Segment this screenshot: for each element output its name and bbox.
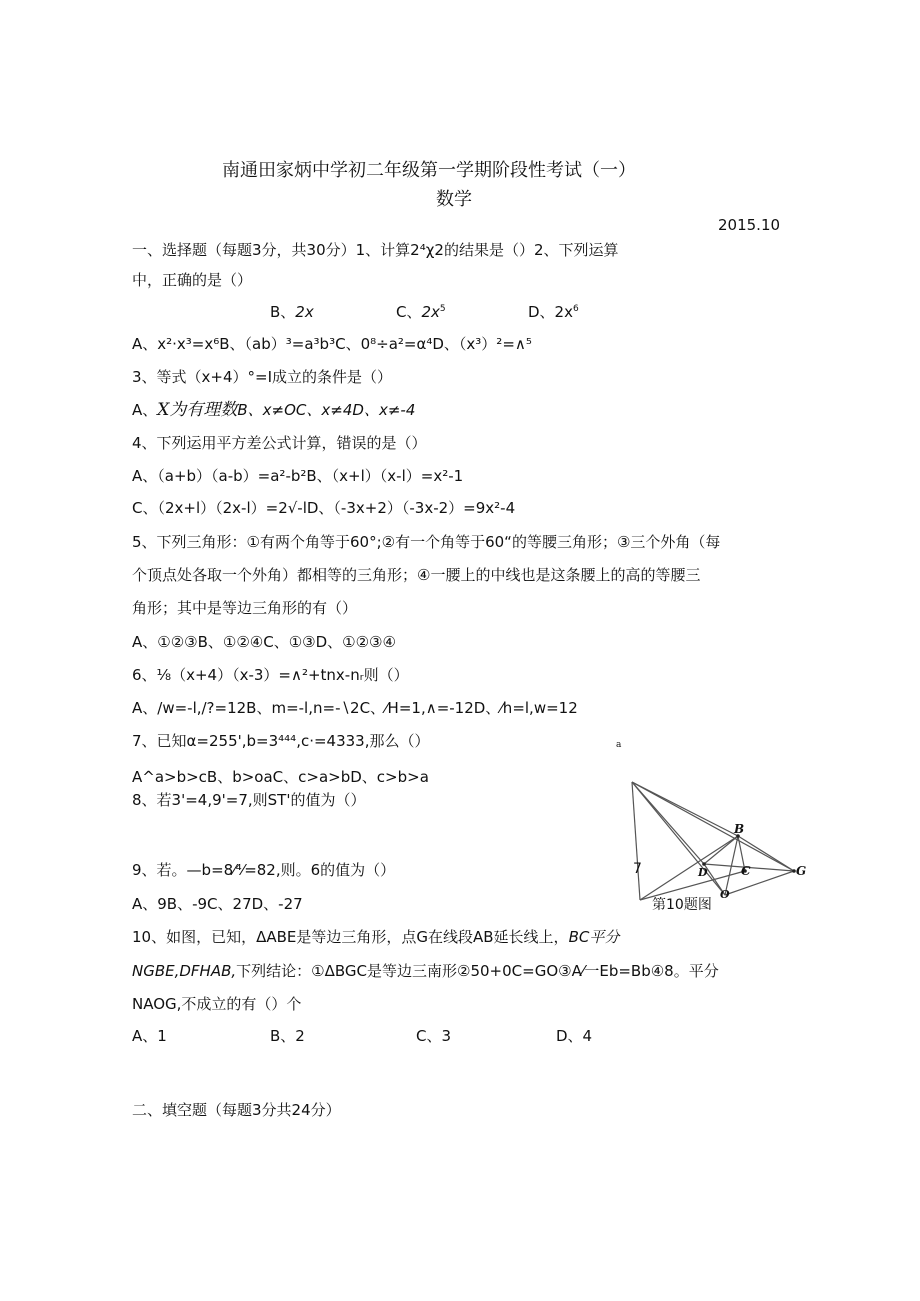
q1-option-b-value: 2x bbox=[295, 303, 314, 321]
exam-title: 南通田家炳中学初二年级第一学期阶段性考试（一） bbox=[222, 160, 636, 181]
figure-label-a: a bbox=[616, 740, 622, 750]
section2-title: 二、填空题（每题3分共24分） bbox=[132, 1101, 341, 1119]
subject-title: 数学 bbox=[436, 189, 472, 210]
q4-options-line2: C、（2x+l）（2x-l）=2√-lD、（-3x+2）（-3x-2）=9x²-4 bbox=[132, 499, 516, 517]
q7-options: A^a>b>cB、b>oaC、c>a>bD、c>b>a bbox=[132, 768, 429, 786]
q5-stem-line2: 个顶点处各取一个外角）都相等的三角形；④一腰上的中线也是这条腰上的高的等腰三 bbox=[132, 566, 701, 584]
q7-stem: 7、已知α=255',b=3⁴⁴⁴,c·=4333,那么（） bbox=[132, 732, 430, 750]
q1-option-d-exp: 6 bbox=[572, 304, 579, 314]
q3-option-d: D、x≠-4 bbox=[352, 401, 416, 419]
q1-option-d-value: D、2x bbox=[528, 303, 573, 321]
q5-stem-line1: 5、下列三角形：①有两个角等于60°;②有一个角等于60“的等腰三角形；③三个外角（每 bbox=[132, 533, 721, 551]
q2-options: A、x²·x³=x⁶B、（ab）³=a³b³C、0⁸÷a²=α⁴D、（x³）²=∧⁵ bbox=[132, 335, 532, 353]
section1-intro-line1: 一、选择题（每题3分，共30分）1、计算2⁴χ2的结果是（）2、下列运算 bbox=[132, 241, 619, 259]
q10-line2-conditions: NGBE,DFHAB, bbox=[132, 962, 237, 980]
q10-option-c: C、3 bbox=[416, 1027, 452, 1045]
q3-option-b: B、x≠OC、 bbox=[237, 401, 322, 419]
q4-stem: 4、下列运用平方差公式计算，错误的是（） bbox=[132, 434, 427, 452]
figure-label-b: B bbox=[734, 822, 745, 836]
q1-option-d bbox=[528, 302, 579, 322]
figure-label-g: G bbox=[796, 864, 807, 878]
q10-option-d: D、4 bbox=[556, 1027, 593, 1045]
q3-option-a-prefix: A、 bbox=[132, 401, 158, 419]
q1-option-c-label: C、 bbox=[396, 303, 422, 321]
q3-option-c: x≠4 bbox=[321, 401, 353, 419]
q9-stem: 9、若。—b=8⁄⁴⁄=82,则。6的值为（） bbox=[132, 861, 396, 879]
q6-stem: 6、⅛（x+4）（x-3）=∧²+tnx-nᵣ则（） bbox=[132, 666, 409, 684]
q8-stem: 8、若3'=4,9'=7,则ST'的值为（） bbox=[132, 791, 366, 809]
q5-options: A、①②③B、①②④C、①③D、①②③④ bbox=[132, 633, 396, 651]
figure-label-o: O bbox=[720, 888, 730, 901]
figure-line-top-g bbox=[632, 782, 794, 871]
figure-label-7: 7 bbox=[633, 861, 642, 877]
q10-option-a: A、1 bbox=[132, 1027, 167, 1045]
figure-label-d: D bbox=[698, 866, 708, 879]
q10-option-b: B、2 bbox=[270, 1027, 305, 1045]
q1-option-c-value: 2x bbox=[421, 303, 440, 321]
section1-intro-line2: 中，正确的是（） bbox=[132, 271, 253, 289]
q10-stem-line2 bbox=[132, 961, 719, 981]
figure-label-c: C bbox=[741, 864, 751, 878]
q1-option-b bbox=[270, 302, 314, 322]
figure-line-left bbox=[632, 782, 640, 900]
figure-line-top-o bbox=[632, 782, 725, 895]
q10-line2-conclusions: 下列结论：①ΔBGC是等边三南形②50+0C=GO③A⁄一Eb=Bb④8。平分 bbox=[236, 962, 719, 980]
figure-caption: 第10题图 bbox=[652, 897, 712, 913]
q3-options bbox=[132, 400, 415, 420]
q9-options: A、9B、-9C、27D、-27 bbox=[132, 895, 303, 913]
q3-option-a-text: X为有理数 bbox=[157, 400, 238, 420]
q10-figure bbox=[612, 738, 812, 918]
figure-line-o-g bbox=[725, 871, 794, 895]
q10-line1-text: 10、如图，已知，ΔABE是等边三角形，点G在线段AB延长线上， bbox=[132, 928, 569, 946]
q5-stem-line3: 角形；其中是等边三角形的有（） bbox=[132, 599, 358, 617]
q1-option-b-label: B、 bbox=[270, 303, 296, 321]
q3-stem: 3、等式（x+4）°=I成立的条件是（） bbox=[132, 368, 393, 386]
q1-option-c bbox=[396, 302, 446, 322]
q10-line1-bc: BC平分 bbox=[568, 928, 620, 946]
q4-options-line1: A、（a+b）（a-b）=a²-b²B、（x+l）（x-l）=x²-1 bbox=[132, 467, 464, 485]
q1-option-c-exp: 5 bbox=[439, 304, 446, 314]
q10-figure-drawing bbox=[612, 738, 812, 918]
q10-stem-line1 bbox=[132, 927, 619, 947]
q6-options: A、/w=-l,/?=12B、m=-l,n=-∖2C、⁄H=1,∧=-12D、⁄h=l,w=12 bbox=[132, 699, 578, 717]
exam-date: 2015.10 bbox=[718, 216, 781, 234]
q10-stem-line3: NAOG,不成立的有（）个 bbox=[132, 995, 302, 1013]
